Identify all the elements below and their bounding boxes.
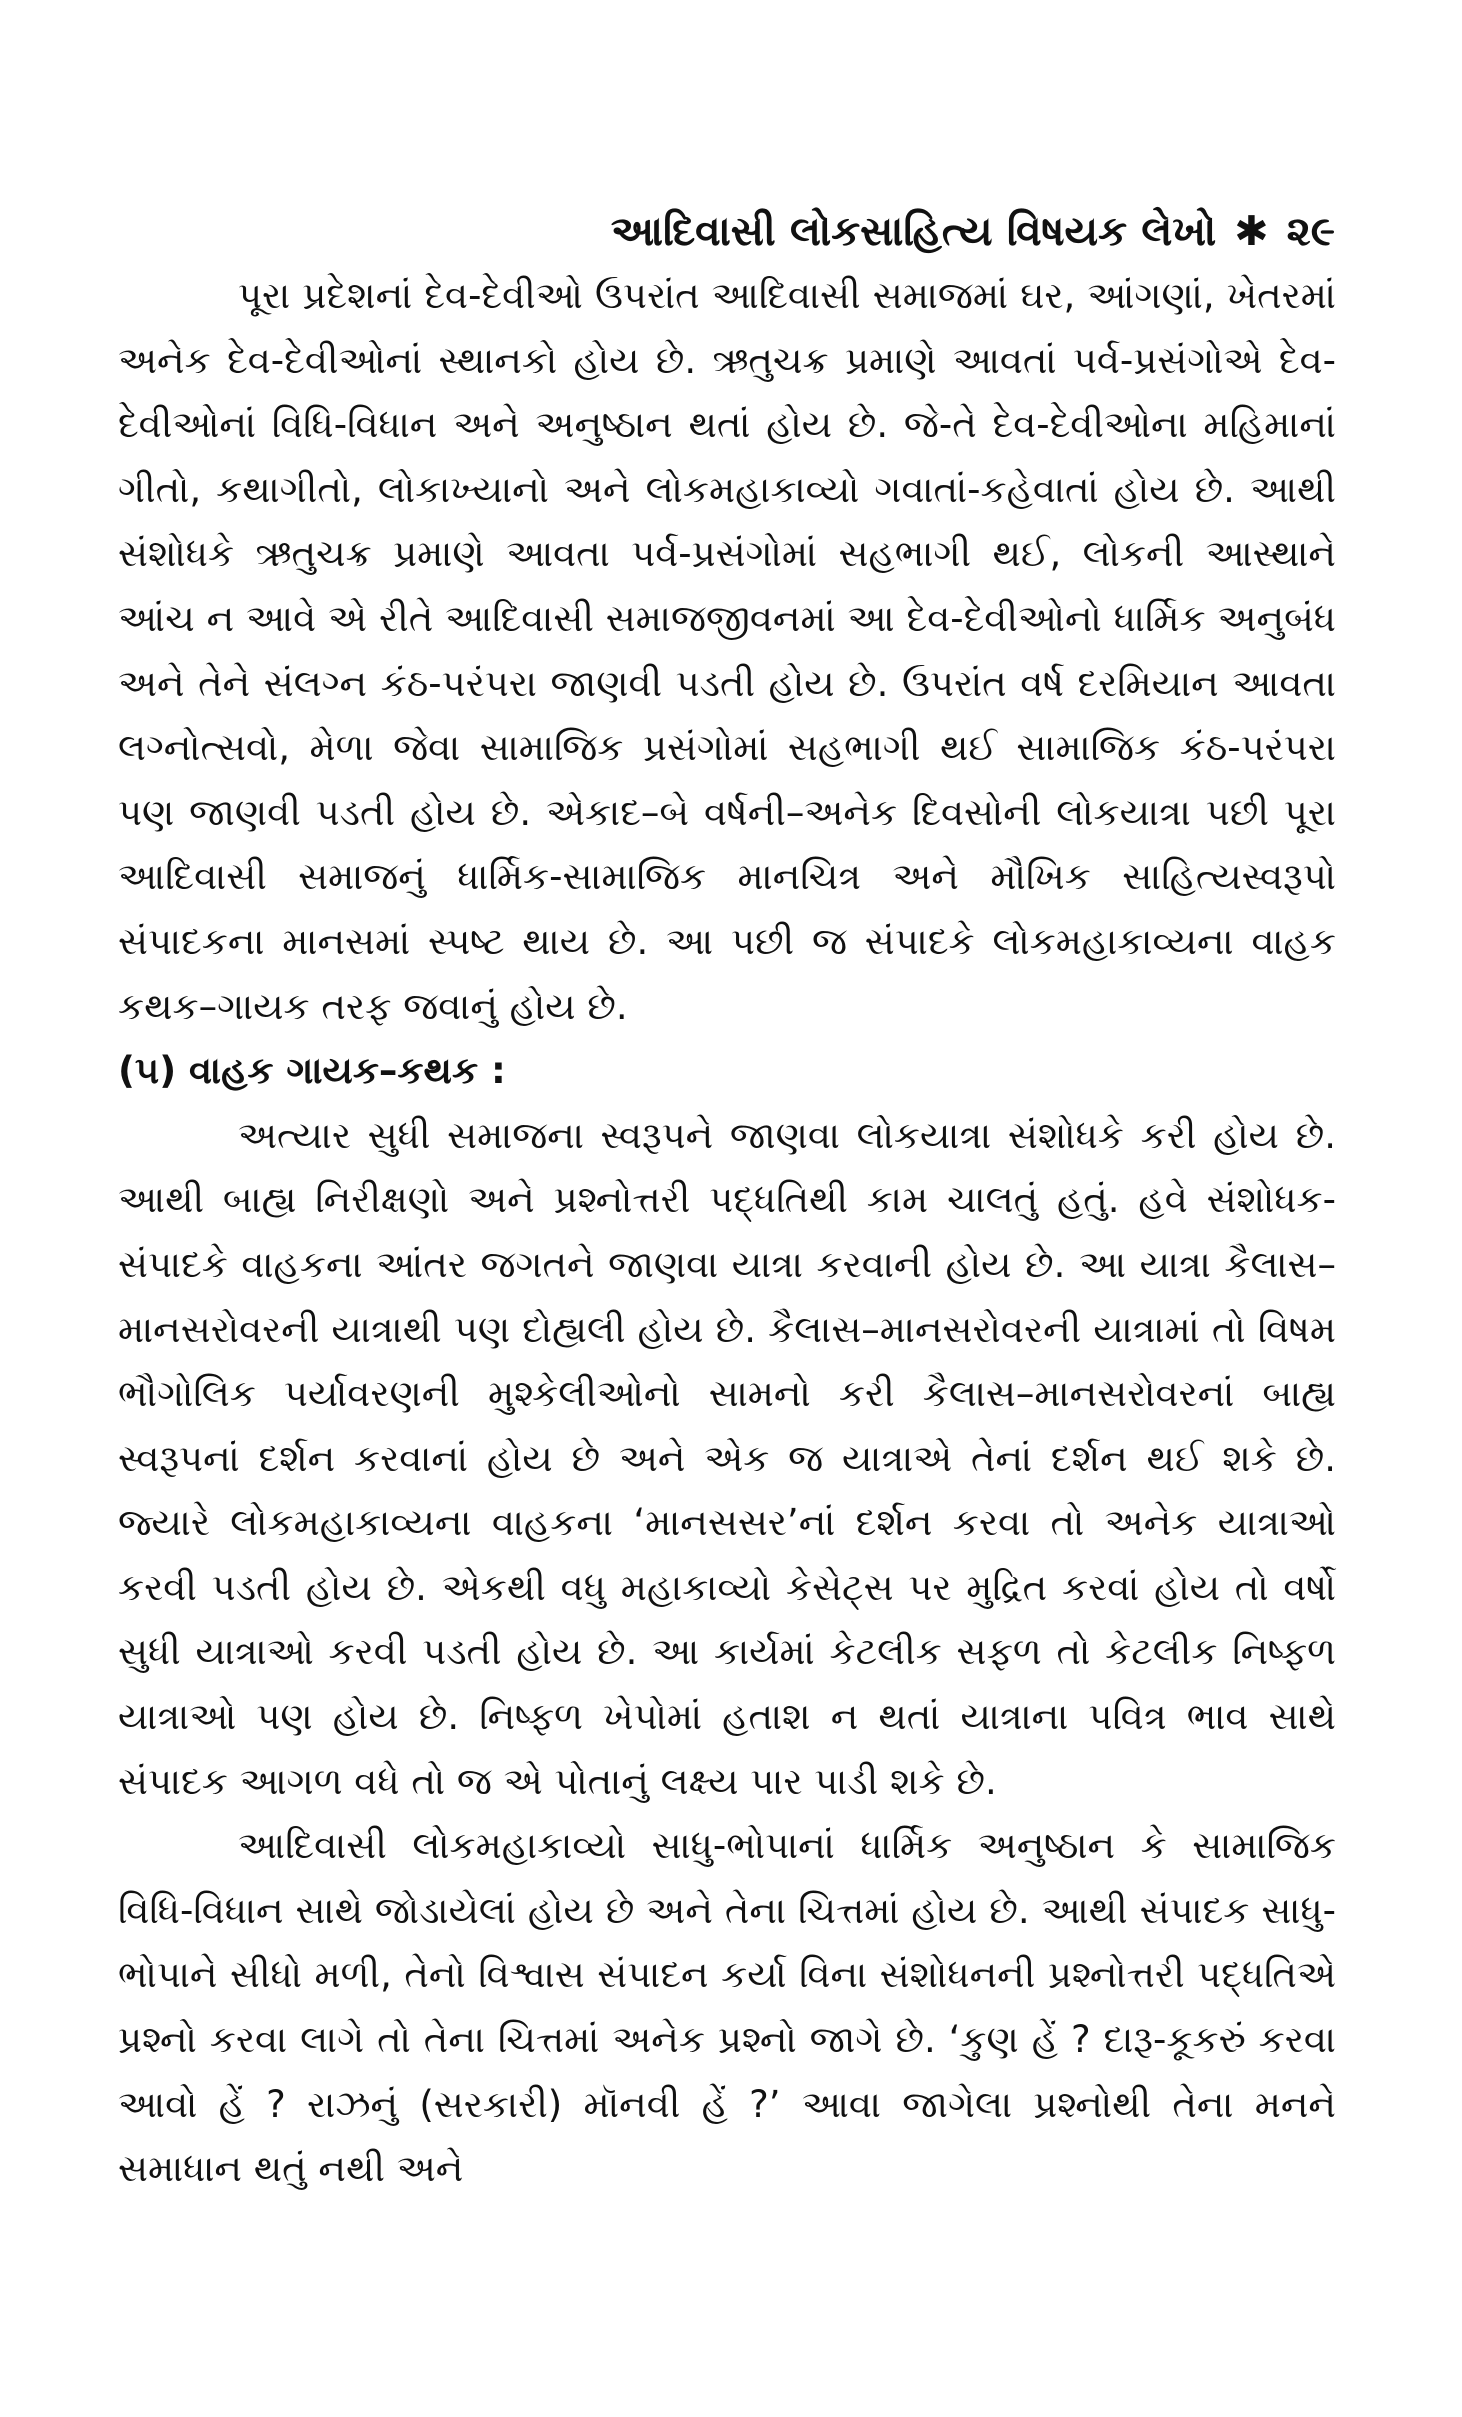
paragraph: અત્યાર સુધી સમાજના સ્વરૂપને જાણવા લોકયાત્રા સંશોધકે કરી હોય છે. આથી બાહ્ય નિરીક્ષણો અને પ્રશ્નોત્તરી પદ્ધતિથી કામ ચાલતું હતું. હવે સંશોધક-સંપાદકે વાહકના આંતર જગતને જાણવા યાત્રા કરવાની હોય છે. આ યાત્રા કૈલાસ–માનસરોવરની યાત્રાથી પણ દોહ્યલી હોય છે. કૈલાસ–માનસરોવરની યાત્રામાં તો વિષમ ભૌગોલિક પર્યાવરણની મુશ્કેલીઓનો સામનો કરી કૈલાસ–માનસરોવરનાં બાહ્ય સ્વરૂપનાં દર્શન કરવાનાં હોય છે અને એક જ યાત્રાએ તેનાં દર્શન થઈ શકે છે. જ્યારે લોકમહાકાવ્યના વાહકના ‘માનસસર’નાં દર્શન કરવા તો અનેક યાત્રાઓ કરવી પડતી હોય છે. એકથી વધુ મહાકાવ્યો કેસેટ્સ પર મુદ્રિત કરવાં હોય તો વર્ષો સુધી યાત્રાઓ કરવી પડતી હોય છે. આ કાર્યમાં કેટલીક સફળ તો કેટલીક નિષ્ફળ યાત્રાઓ પણ હોય છે. નિષ્ફળ ખેપોમાં હતાશ ન થતાં યાત્રાના પવિત્ર ભાવ સાથે સંપાદક આગળ વધે તો જ એ પોતાનું લક્ષ્ય પાર પાડી શકે છે. — [118, 1113, 1336, 1803]
section-heading: (૫) વાહક ગાયક–કથક : — [118, 1049, 506, 1093]
running-head-title: આદિવાસી લોકસાહિત્ય વિષયક લેખો — [610, 207, 1217, 255]
paragraph: આદિવાસી લોકમહાકાવ્યો સાધુ-ભોપાનાં ધાર્મિક અનુષ્ઠાન કે સામાજિક વિધિ-વિધાન સાથે જોડાયેલાં હોય છે અને તેના ચિત્તમાં હોય છે. આથી સંપાદક સાધુ-ભોપાને સીધો મળી, તેનો વિશ્વાસ સંપાદન કર્યા વિના સંશોધનની પ્રશ્નોત્તરી પદ્ધતિએ પ્રશ્નો કરવા લાગે તો તેના ચિત્તમાં અનેક પ્રશ્નો જાગે છે. ‘કુણ હેં ? દારૂ-કૂકરું કરવા આવો હેં ? રાઝનું (સરકારી) મૉનવી હેં ?’ આવા જાગેલા પ્રશ્નોથી તેના મનને સમાધાન થતું નથી અને — [118, 1824, 1336, 2191]
asterisk-separator-icon: ✱ — [1234, 207, 1269, 255]
paragraph: પૂરા પ્રદેશનાં દેવ-દેવીઓ ઉપરાંત આદિવાસી સમાજમાં ઘર, આંગણાં, ખેતરમાં અનેક દેવ-દેવીઓનાં સ્થાનકો હોય છે. ઋતુચક્ર પ્રમાણે આવતાં પર્વ-પ્રસંગોએ દેવ-દેવીઓનાં વિધિ-વિધાન અને અનુષ્ઠાન થતાં હોય છે. જે-તે દેવ-દેવીઓના મહિમાનાં ગીતો, કથાગીતો, લોકાખ્યાનો અને લોકમહાકાવ્યો ગવાતાં-કહેવાતાં હોય છે. આથી સંશોધકે ઋતુચક્ર પ્રમાણે આવતા પર્વ-પ્રસંગોમાં સહભાગી થઈ, લોકની આસ્થાને આંચ ન આવે એ રીતે આદિવાસી સમાજજીવનમાં આ દેવ-દેવીઓનો ધાર્મિક અનુબંધ અને તેને સંલગ્ન કંઠ-પરંપરા જાણવી પડતી હોય છે. ઉપરાંત વર્ષ દરમિયાન આવતા લગ્નોત્સવો, મેળા જેવા સામાજિક પ્રસંગોમાં સહભાગી થઈ સામાજિક કંઠ-પરંપરા પણ જાણવી પડતી હોય છે. એકાદ–બે વર્ષની–અનેક દિવસોની લોકયાત્રા પછી પૂરા આદિવાસી સમાજનું ધાર્મિક-સામાજિક માનચિત્ર અને મૌખિક સાહિત્યસ્વરૂપો સંપાદકના માનસમાં સ્પષ્ટ થાય છે. આ પછી જ સંપાદકે લોકમહાકાવ્યના વાહક કથક–ગાયક તરફ જવાનું હોય છે. — [118, 274, 1336, 1028]
page-body — [118, 264, 1336, 2202]
running-head — [120, 196, 1335, 266]
page-number: ૨૯ — [1286, 207, 1335, 255]
